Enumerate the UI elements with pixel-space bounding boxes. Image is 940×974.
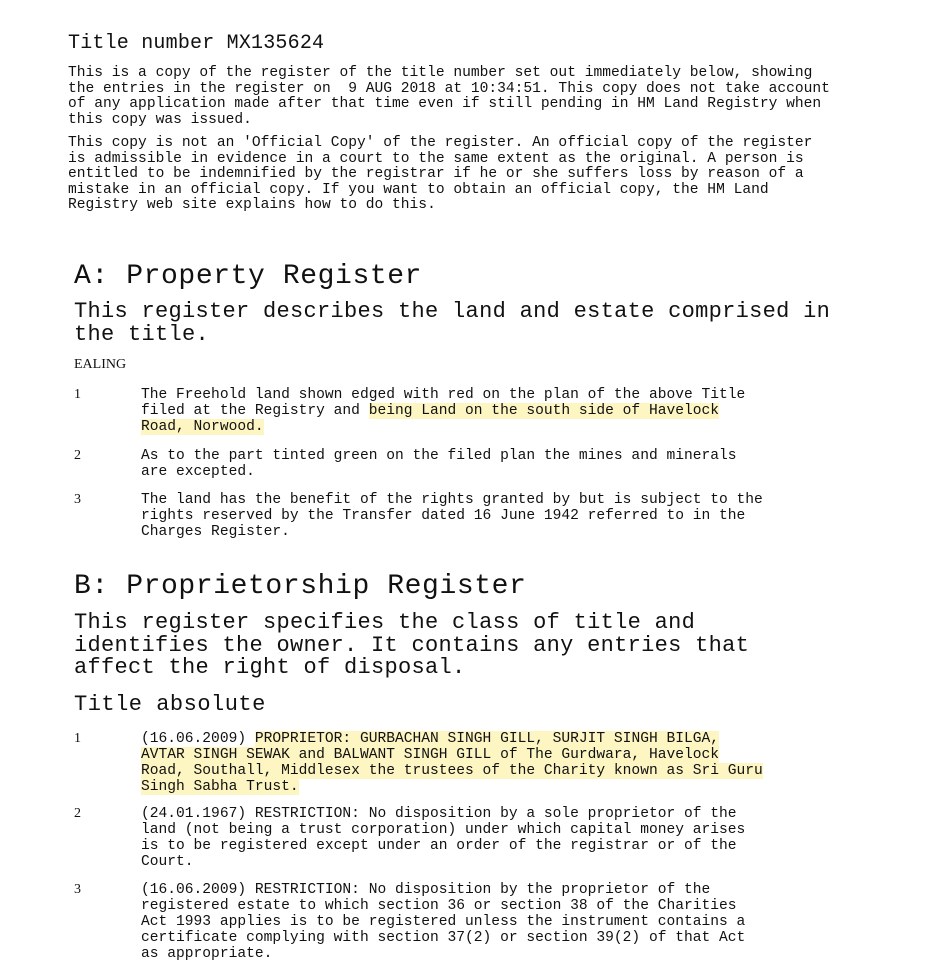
section-b-intro: This register specifies the class of title and identifies the owner. It contains any entries that affect the right of disposal. [74,610,750,680]
entry-number: 3 [74,492,81,507]
title-number: Title number MX135624 [68,32,325,55]
entry-number: 2 [74,448,81,463]
entry-text [141,731,861,795]
entry-text-plain: (16.06.2009) [141,731,255,747]
entry-number: 3 [74,882,81,897]
entry-text: (24.01.1967) RESTRICTION: No disposition by a sole proprietor of the land (not being a trust corporation) under which capital money arises is to be registered except under an order of the registrar or of the Court. [141,806,746,870]
location-label: EALING [74,357,127,372]
entry-text-plain: The Freehold land shown edged with red on the plan of the above Title filed at the Registry and [141,387,746,419]
entry-number: 2 [74,806,81,821]
section-a-intro: This register describes the land and estate comprised in the title. [74,299,831,347]
intro-paragraph-copy-notice: This is a copy of the register of the title number set out immediately below, showing the entries in the register on 9 AUG 2018 at 10:34:51. This copy does not take account of any application made after that time even if still pending in HM Land Registry when this copy was issued. [68,65,830,128]
entry-text [141,387,861,435]
section-b-heading: B: Proprietorship Register [74,571,527,602]
class-of-title: Title absolute [74,692,266,717]
section-a-heading: A: Property Register [74,261,423,292]
entry-text-highlighted: being Land on the south side of Havelock Road, Norwood. [141,403,720,435]
entry-text: The land has the benefit of the rights granted by but is subject to the rights reserved by the Transfer dated 16 June 1942 referred to in the Charges Register. [141,492,763,540]
entry-text: As to the part tinted green on the filed plan the mines and minerals are excepted. [141,448,737,480]
intro-paragraph-official-copy: This copy is not an 'Official Copy' of the register. An official copy of the register is admissible in evidence in a court to the same extent as the original. A person is entitled to be indemnified by the registrar if he or she suffers loss by reason of a mistake in an official copy. If you want to obtain an official copy, the HM Land Registry web site explains how to do this. [68,135,813,214]
entry-number: 1 [74,731,81,746]
entry-number: 1 [74,387,81,402]
entry-text-highlighted: PROPRIETOR: GURBACHAN SINGH GILL, SURJIT SINGH BILGA, AVTAR SINGH SEWAK and BALWANT SINGH GILL of The Gurdwara, Havelock Road, Southall, Middlesex the trustees of the Charity known as Sri Guru Singh Sabha Trust. [141,731,763,795]
entry-text: (16.06.2009) RESTRICTION: No disposition by the proprietor of the registered estate to which section 36 or section 38 of the Charities Act 1993 applies is to be registered unless the instrument contains a certificate complying with section 37(2) or section 39(2) of that Act as appropriate. [141,882,746,962]
